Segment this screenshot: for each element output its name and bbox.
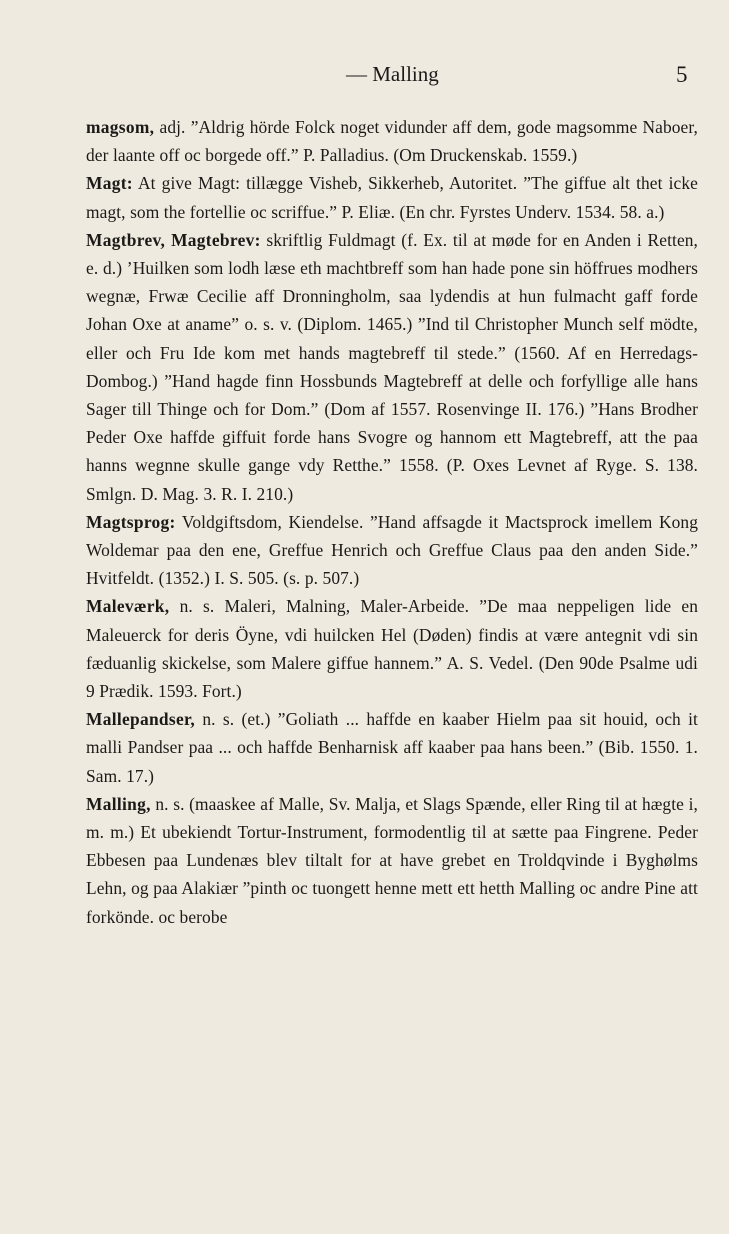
dictionary-entry bbox=[86, 790, 698, 931]
dictionary-entry bbox=[86, 508, 698, 593]
entry-headword: Maleværk, bbox=[86, 596, 170, 617]
dictionary-entry bbox=[86, 113, 698, 169]
running-title: — Malling bbox=[346, 62, 439, 86]
entry-body: adj. ”Aldrig hörde Folck noget vidunder aff dem, gode magsomme Naboer, der laante off oc borgede off.” P. Palladius. (Om Druckenskab. 1559.) bbox=[86, 117, 698, 166]
dictionary-entry bbox=[86, 226, 698, 508]
entry-headword: magsom, bbox=[86, 117, 155, 137]
dictionary-entry bbox=[86, 592, 698, 705]
entry-headword: Magt: bbox=[86, 173, 133, 194]
page-number: 5 bbox=[676, 62, 688, 87]
entry-headword: Mallepandser, bbox=[86, 709, 196, 730]
entry-headword: Magtbrev, Magtebrev: bbox=[86, 229, 261, 250]
entry-body: n. s. Maleri, Malning, Maler-Arbeide. ”De maa neppeligen lide en Maleuerck for deris Öyne, vdi huilcken Hel (Døden) findis at være antegnit vdi sin fæduanlig skickelse, som Malere giffue hannem.” A. S. Vedel. (Den 90de Psalme udi 9 Prædik. 1593. Fort.) bbox=[86, 596, 698, 702]
entry-body: n. s. (et.) ”Goliath ... haffde en kaaber Hielm paa sit houid, och it malli Pandser paa ... och haffde Benharnisk aff kaaber paa hans been.” (Bib. 1550. 1. Sam. 17.) bbox=[86, 709, 698, 786]
entry-body: n. s. (maaskee af Malle, Sv. Malja, et Slags Spænde, eller Ring til at hægte i, m. m.) Et ubekiendt Tortur-Instrument, formodentlig til at sætte paa Fingrene. Peder Ebbesen paa Lundenæs blev tiltalt for at have grebet en Troldqvinde i Byghølms Lehn, og paa Alakiær ”pinth oc tuongett henne mett ett hetth Malling oc andre Pine att forkönde. oc berobe bbox=[86, 793, 698, 927]
entry-headword: Magtsprog: bbox=[86, 511, 176, 532]
entry-body: skriftlig Fuldmagt (f. Ex. til at møde for en Anden i Retten, e. d.) ’Huilken som lodh læse eth machtbreff som han hade pone sin höffrues modhers wegnæ, Frwæ Cecilie aff Dronningholm, saa lydendis at hun fulmacht gaff forde Johan Oxe at aname” o. s. v. (Diplom. 1465.) ”Ind til Christopher Munch self mödte, eller och Fru Ide kom met hands magtebreff til stede.” (1560. Af en Herredags-Dombog.) ”Hand hagde finn Hossbunds Magtebreff at delle och forfyllige alle hans Sager till Thinge och for Dom.” (Dom af 1557. Rosenvinge II. 176.) ”Hans Brodher Peder Oxe haffde giffuit forde hans Svogre og hannom ett Magtebreff, att the paa hanns wegnne skulle gange vdy Retthe.” 1558. (P. Oxes Levnet af Ryge. S. 138. Smlgn. D. Mag. 3. R. I. 210.) bbox=[86, 229, 699, 504]
running-header bbox=[0, 62, 729, 92]
entry-body: At give Magt: tillægge Visheb, Sikkerheb, Autoritet. ”The giffue alt thet icke magt, som the fortellie oc scriffue.” P. Eliæ. (En chr. Fyrstes Underv. 1534. 58. a.) bbox=[86, 173, 698, 222]
dictionary-entry bbox=[86, 169, 698, 225]
dictionary-entry bbox=[86, 705, 698, 790]
entry-body: Voldgiftsdom, Kiendelse. ”Hand affsagde it Mactsprock imellem Kong Woldemar paa den ene, Greffue Henrich och Greffue Claus paa den anden Side.” Hvitfeldt. (1352.) I. S. 505. (s. p. 507.) bbox=[86, 511, 699, 589]
dictionary-text bbox=[86, 113, 698, 931]
entry-headword: Malling, bbox=[86, 793, 151, 814]
